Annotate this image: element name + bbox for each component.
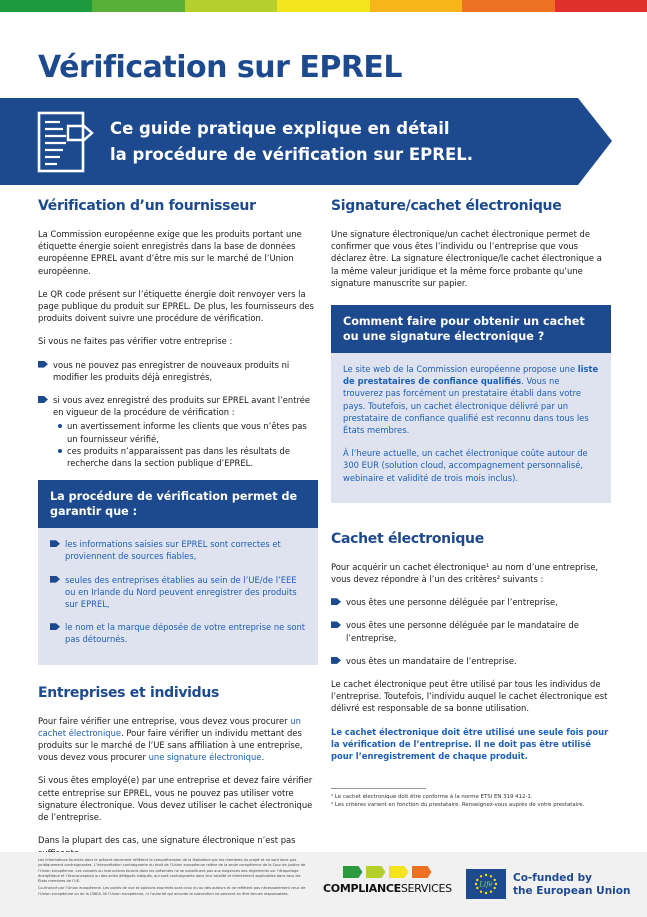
list-item-text: vous êtes une personne déléguée par l’entreprise, bbox=[346, 597, 558, 608]
energy-scale-bar bbox=[0, 0, 647, 12]
callout-body bbox=[331, 353, 611, 503]
sub-list-item: un avertissement informe les clients que vous n’êtes pas un fournisseur vérifié, bbox=[53, 420, 318, 444]
sub-list bbox=[53, 420, 318, 469]
energy-band-a bbox=[0, 0, 92, 12]
list-item-text: les informations saisies sur EPREL sont correctes et proviennent de sources fiables, bbox=[65, 539, 281, 562]
arrow-bullet-icon bbox=[331, 657, 341, 664]
callout-paragraph-1 bbox=[343, 363, 599, 436]
supplier-consequences-list bbox=[38, 359, 318, 470]
eu-line-1: Co-funded by bbox=[513, 872, 592, 884]
logo-wordmark bbox=[323, 882, 451, 895]
electronic-signature-link[interactable]: une signature électronique bbox=[148, 752, 262, 763]
seal-paragraph-2: Le cachet électronique peut être utilisé par tous les individus de l’entreprise. Toutefois, l’individu auquel le cachet électronique est délivré est responsable de sa bonne utilisation. bbox=[331, 679, 608, 714]
left-column bbox=[38, 198, 318, 870]
callout-paragraph-2: À l’heure actuelle, un cachet électronique coûte autour de 300 EUR (solution cloud, accompagnement personnalisé, webinaire et validité de trois mois inclus). bbox=[343, 448, 588, 483]
list-item bbox=[38, 359, 318, 383]
text-span: . bbox=[261, 752, 265, 763]
supplier-heading: Vérification d’un fournisseur bbox=[38, 198, 256, 214]
text-span: Pour faire vérifier une entreprise, vous devez vous procurer bbox=[38, 715, 291, 726]
list-item bbox=[38, 394, 318, 469]
life-label: Life bbox=[479, 880, 493, 889]
banner-line-2: la procédure de vérification sur EPREL. bbox=[110, 145, 473, 164]
energy-band-e bbox=[370, 0, 462, 12]
electronic-seal-link[interactable]: un cachet électronique bbox=[38, 715, 301, 738]
disclaimer-1: Les informations fournies dans le présent document reflètent la compréhension de la législation par les membres du projet et ne sont donc pas juridiquement contraignantes. L’interprétation contraignante du droit de l’Union européenne relève de la seule compétence de la Cour de justice de l’Union européenne. Les conseils ou instructions fournis dans les présentes ne se substituent pas aux exigences des règlements sur l’étiquetage énergétique et l’écoconception ou des actes délégués indiqués, qui sont contraignants dans leur totalité et directement applicables dans tous les États membres de l’UE. bbox=[38, 858, 306, 884]
companies-paragraph-3: Dans la plupart des cas, une signature électronique n’est pas bbox=[38, 835, 296, 846]
disclaimer-2: Co-financé par l’Union européenne. Les points de vue et opinions exprimés sont ceux du ou des auteurs et ne reflètent pas nécessairement ceux de l’Union européenne ou de la CINEA. Ni l’Union européenne, ni l’autorité qui accorde la subvention ne peuvent en être tenues responsables. bbox=[38, 886, 306, 896]
list-item-text: seules des entreprises établies au sein de l’UE/de l’EEE ou en Irlande du Nord peuvent enregistrer des produits sur EPREL, bbox=[65, 574, 297, 610]
banner-line-1: Ce guide pratique explique en détail bbox=[110, 119, 450, 138]
logo-arrow-icon bbox=[343, 866, 363, 878]
page-title: Vérification sur EPREL bbox=[38, 50, 403, 85]
energy-label-icon bbox=[36, 110, 100, 174]
footnote-2: ² Les critères varient en fonction du prestataire. Renseignez-vous auprès de votre prestataire. bbox=[331, 802, 585, 809]
list-item bbox=[50, 621, 306, 645]
companies-paragraph-1 bbox=[38, 715, 318, 764]
supplier-paragraph-1: La Commission européenne exige que les produits portant une étiquette énergie soient enregistrés dans la base de données européenne EPREL avant d’être mis sur le marché de l’Union européenne. bbox=[38, 229, 302, 276]
seal-paragraph-1: Pour acquérir un cachet électronique¹ au nom d’une entreprise, vous devez répondre à l’un des critères² suivants : bbox=[331, 561, 599, 585]
right-column bbox=[331, 198, 611, 809]
banner-text bbox=[110, 116, 590, 168]
arrow-bullet-icon bbox=[50, 576, 60, 583]
text-span: . Vous ne trouverez pas forcément un prestataire établi dans votre pays. Toutefois, un cachet électronique délivré par un prestataire de confiance qualifié est reconnu dans tous les États membres. bbox=[343, 376, 589, 436]
list-item-text: vous ne pouvez pas enregistrer de nouveaux produits ni modifier les produits déjà enregistrés, bbox=[53, 359, 290, 382]
footer-disclaimer bbox=[38, 858, 308, 897]
logo-word-bold: COMPLIANCE bbox=[323, 882, 401, 895]
compliance-services-logo bbox=[323, 866, 451, 906]
text-span: . Pour faire vérifier un individu mettant des produits sur le marché de l’UE sans affiliation à une entreprise, vous devez vous procurer bbox=[38, 727, 303, 763]
eu-cofunded-text bbox=[513, 872, 630, 897]
list-item bbox=[50, 538, 306, 562]
energy-band-b bbox=[92, 0, 184, 12]
supplier-paragraph-2: Le QR code présent sur l’étiquette énergie doit renvoyer vers la page publique du produit sur EPREL. De plus, les fournisseurs des produits doivent suivre une procédure de vérification. bbox=[38, 288, 314, 324]
arrow-bullet-icon bbox=[331, 598, 341, 605]
energy-band-f bbox=[462, 0, 554, 12]
signature-paragraph: Une signature électronique/un cachet électronique permet de confirmer que vous êtes l’individu ou l’entreprise que vous déclarez être. La signature électronique/le cachet électronique a la même valeur juridique et la même force probante qu’une signature manuscrite sur papier. bbox=[331, 229, 602, 288]
logo-arrow-icon bbox=[366, 866, 386, 878]
list-item-text: vous êtes un mandataire de l’entreprise. bbox=[346, 655, 517, 666]
list-item bbox=[331, 596, 611, 608]
callout-list bbox=[50, 538, 306, 645]
list-item bbox=[331, 655, 611, 667]
footnote-1: ¹ Le cachet électronique doit être conforme à la norme ETSI EN 319 412-1. bbox=[331, 794, 533, 801]
companies-heading: Entreprises et individus bbox=[38, 684, 220, 701]
how-to-obtain-callout bbox=[331, 305, 611, 503]
supplier-paragraph-3: Si vous ne faites pas vérifier votre entreprise : bbox=[38, 336, 233, 347]
arrow-bullet-icon bbox=[38, 361, 48, 368]
verification-callout bbox=[38, 480, 318, 664]
arrow-bullet-icon bbox=[38, 396, 48, 403]
list-item-text: si vous avez enregistré des produits sur EPREL avant l’entrée en vigueur de la procédure de vérification : bbox=[53, 395, 311, 418]
callout-heading: Comment faire pour obtenir un cachet ou une signature électronique ? bbox=[331, 305, 611, 353]
logo-arrow-icon bbox=[389, 866, 409, 878]
list-item-text: vous êtes une personne déléguée par le mandataire de l’entreprise, bbox=[346, 620, 579, 643]
seal-heading: Cachet électronique bbox=[331, 530, 484, 547]
callout-heading: La procédure de vérification permet de garantir que : bbox=[38, 480, 318, 528]
list-item-text: le nom et la marque déposée de votre entreprise ne sont pas détournés. bbox=[65, 622, 306, 645]
list-item bbox=[331, 619, 611, 643]
logo-arrow-icon bbox=[412, 866, 432, 878]
arrow-bullet-icon bbox=[50, 540, 60, 547]
logo-arrows bbox=[323, 866, 451, 878]
list-item bbox=[50, 574, 306, 611]
seal-paragraph-3: Le cachet électronique doit être utilisé une seule fois pour la vérification de l’entreprise. Il ne doit pas être utilisé pour l’enregistrement de chaque produit. bbox=[331, 726, 609, 762]
text-span: Le site web de la Commission européenne propose une bbox=[343, 364, 578, 375]
eu-flag-icon bbox=[466, 869, 506, 899]
signature-heading: Signature/cachet électronique bbox=[331, 198, 562, 214]
energy-band-d bbox=[277, 0, 369, 12]
sub-list-item: ces produits n’apparaissent pas dans les résultats de recherche dans la section publique d’EPREL. bbox=[53, 445, 318, 469]
energy-band-c bbox=[185, 0, 277, 12]
eu-line-2: the European Union bbox=[513, 884, 631, 897]
callout-body bbox=[38, 528, 318, 664]
arrow-bullet-icon bbox=[331, 621, 341, 628]
energy-band-g bbox=[555, 0, 647, 12]
seal-criteria-list bbox=[331, 596, 611, 667]
trusted-providers-link[interactable]: liste de prestataires de confiance qualifiés bbox=[343, 364, 599, 387]
companies-paragraph-2: Si vous êtes employé(e) par une entreprise et devez faire vérifier cette entreprise sur EPREL, vous ne pouvez pas utiliser votre signature électronique. Vous devez utiliser le cachet électronique de l’entreprise. bbox=[38, 775, 313, 823]
arrow-bullet-icon bbox=[50, 623, 60, 630]
logo-word-light: SERVICES bbox=[400, 882, 452, 895]
